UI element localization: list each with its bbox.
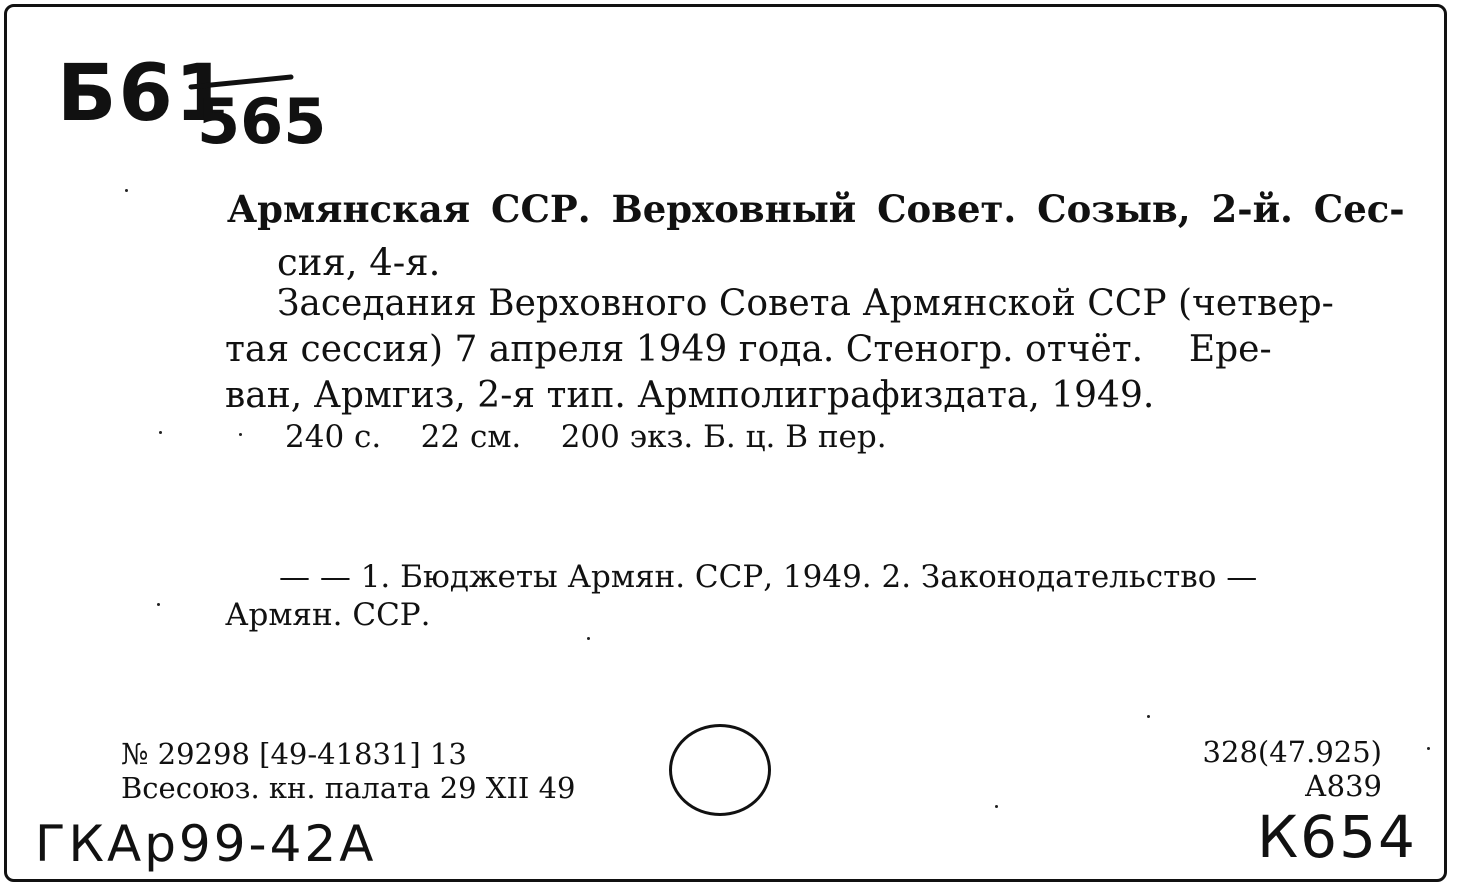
speck (157, 603, 160, 606)
heading-line-1: Армянская ССР. Верховный Совет. Созыв, 2-й. Сес- (227, 187, 1405, 231)
classification-code: 328(47.925) (1202, 735, 1382, 769)
title-line-1: Заседания Верховного Совета Армянской ССР (четвер- (277, 283, 1334, 324)
handwritten-note-left: ГКАр99-42А (35, 815, 377, 873)
speck (159, 431, 162, 434)
collation: 240 с. 22 см. 200 экз. Б. ц. В пер. (285, 419, 887, 455)
subjects-line-2: Армян. ССР. (225, 597, 431, 633)
author-mark: А839 (1304, 769, 1382, 803)
card-punch-hole (669, 724, 771, 816)
subjects-line-1: — — 1. Бюджеты Армян. ССР, 1949. 2. Законодательство — (279, 559, 1258, 595)
shelfmark-sub: 565 (197, 85, 327, 158)
shelfmark-main: Б61 (57, 49, 231, 139)
title-line-3: ван, Армгиз, 2-я тип. Армполиграфиздата, 1949. (225, 375, 1155, 416)
speck (995, 805, 998, 808)
speck (587, 637, 590, 640)
title-line-2: тая сессия) 7 апреля 1949 года. Стеногр. отчёт. Ере- (225, 329, 1272, 370)
speck (1147, 715, 1150, 718)
handwritten-note-right: К654 (1257, 803, 1417, 871)
catalog-card (4, 4, 1447, 882)
heading-line-2: сия, 4-я. (277, 241, 441, 284)
speck (1427, 747, 1430, 750)
speck (125, 189, 128, 192)
registry-number: № 29298 [49-41831] 13 (121, 737, 467, 771)
book-chamber: Всесоюз. кн. палата 29 XII 49 (121, 771, 576, 805)
speck (239, 433, 242, 436)
